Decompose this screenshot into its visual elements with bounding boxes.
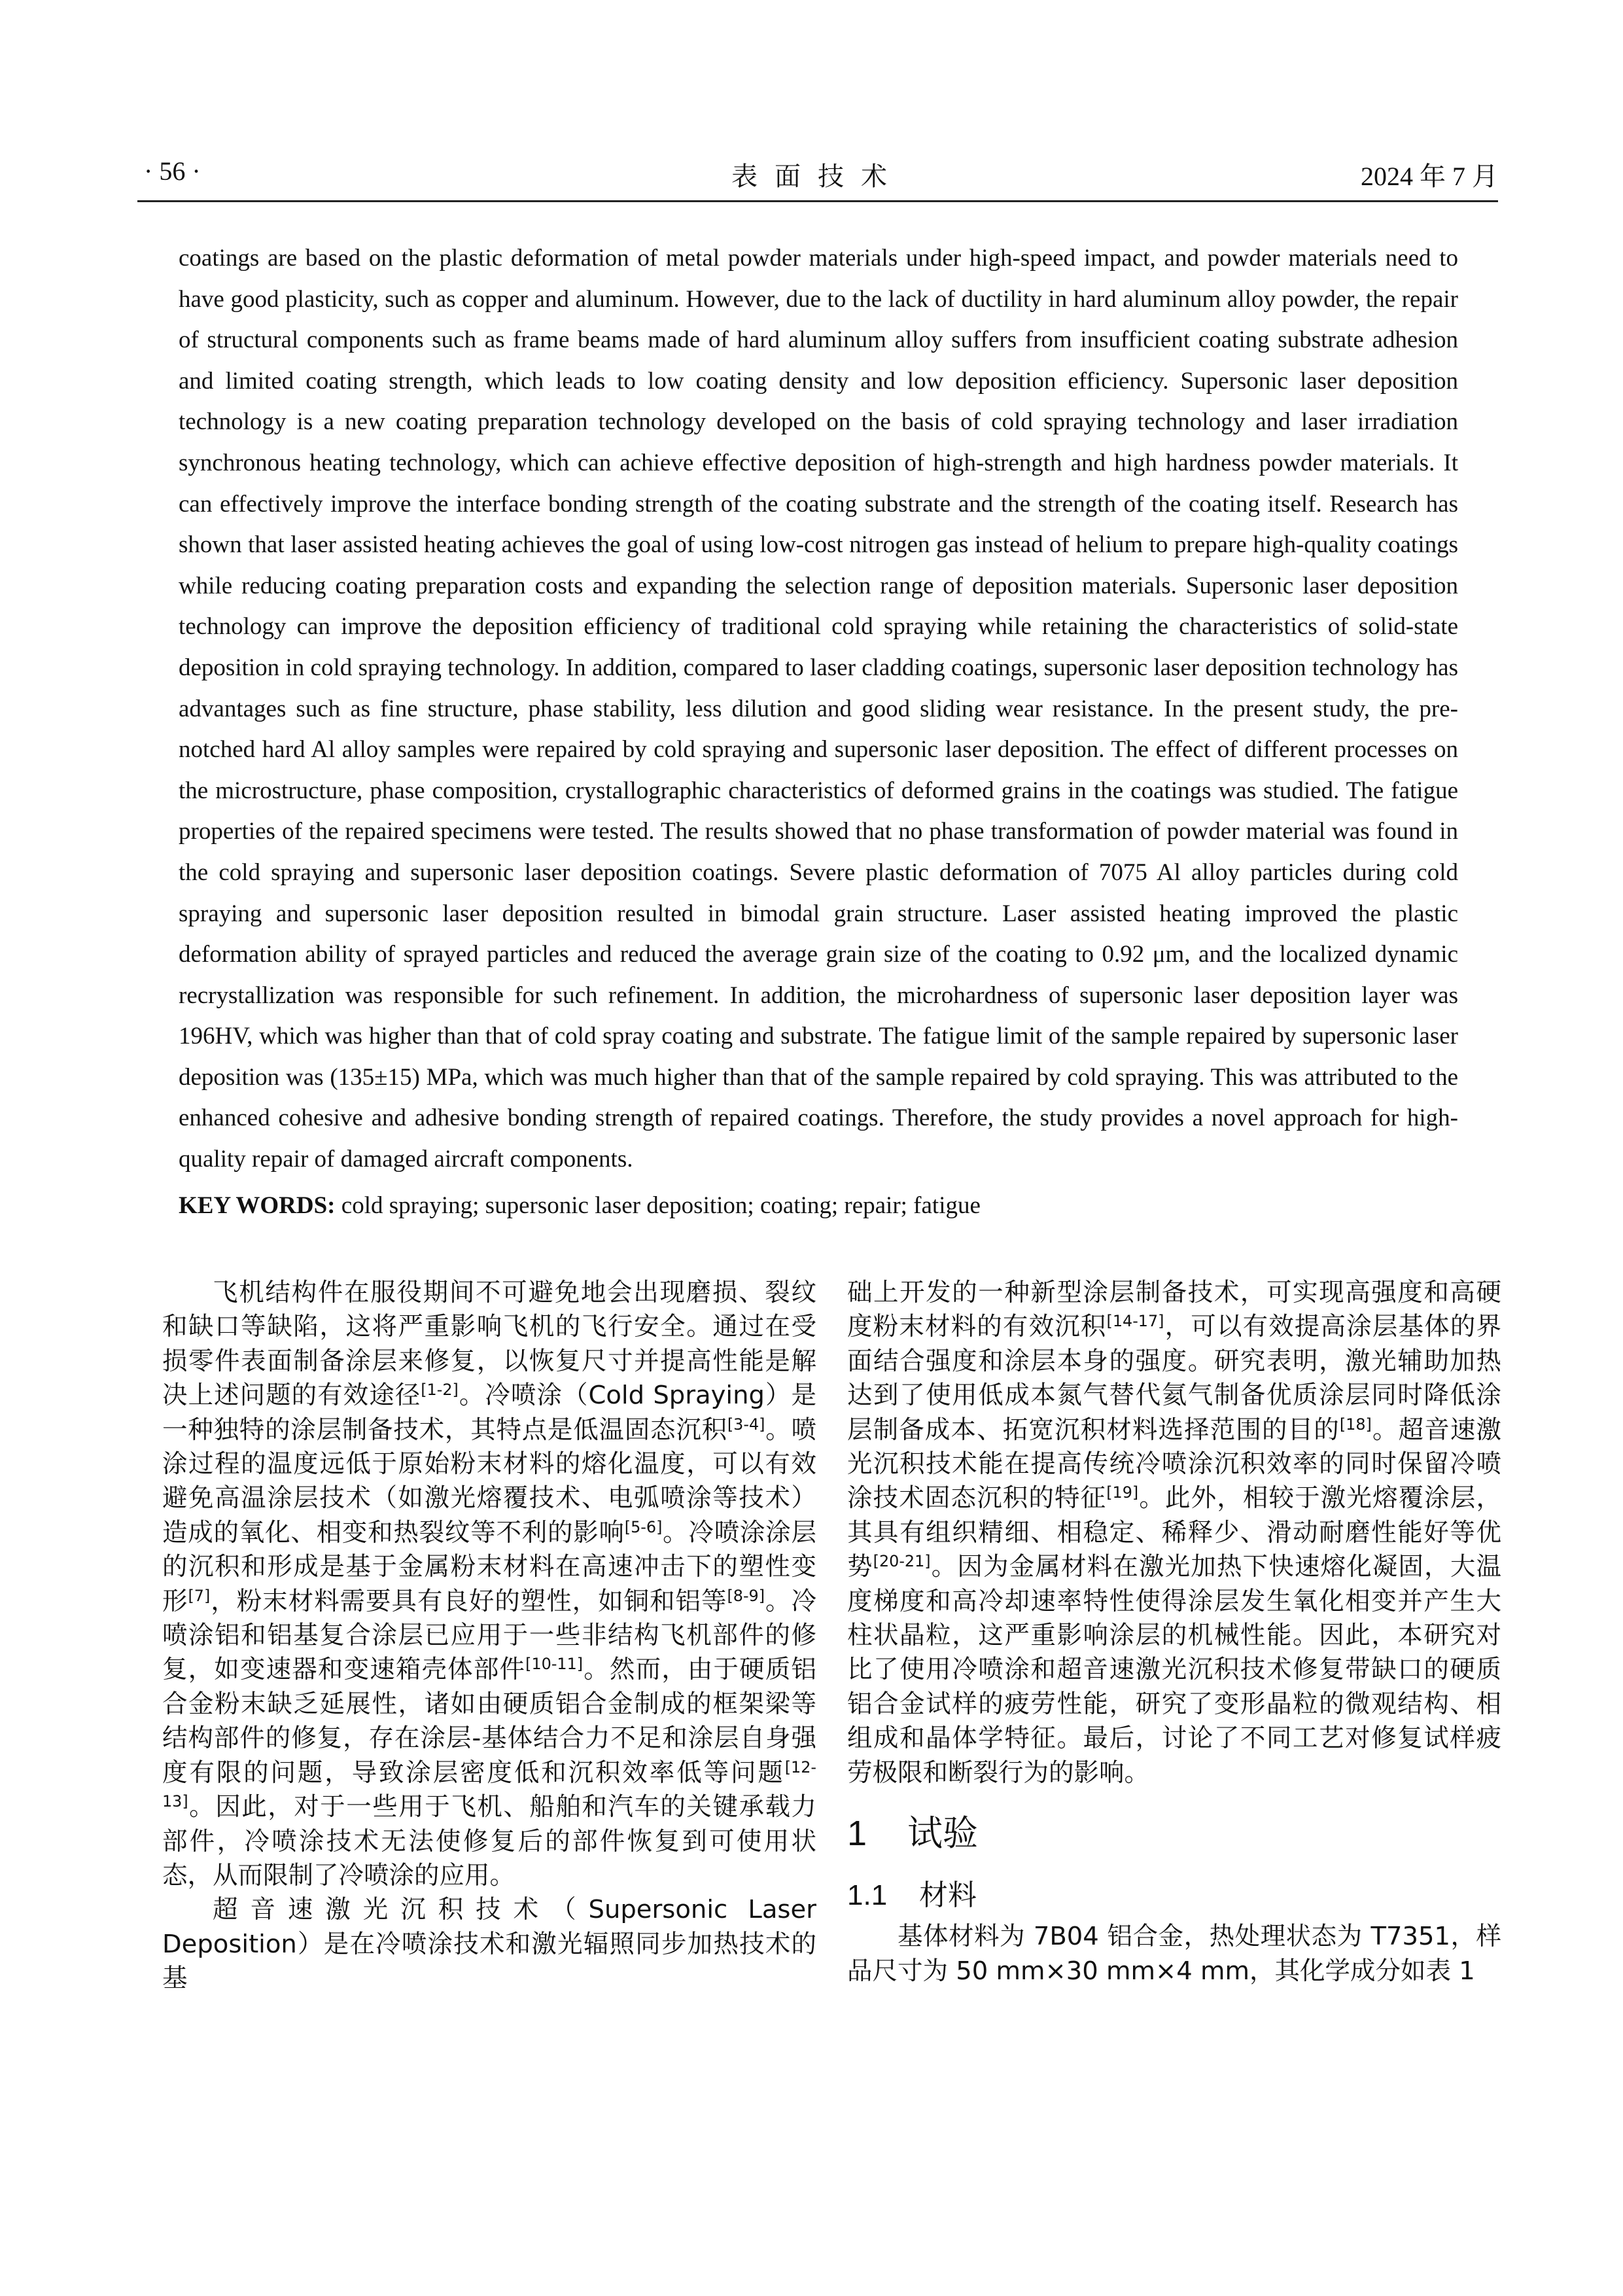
citation: [1-2]: [421, 1381, 459, 1400]
intro-paragraph-1: 飞机结构件在服役期间不可避免地会出现磨损、裂纹和缺口等缺陷，这将严重影响飞机的飞行安全。通过在受损零件表面制备涂层来修复，以恢复尺寸并提高性能是解决上述问题的有效途径[1-2]。冷喷涂（Cold Spraying）是一种独特的涂层制备技术，其特点是低温固态沉积[3-4]。喷涂过程的温度远低于原始粉末材料的熔化温度，可以有效避免高温涂层技术（如激光熔覆技术、电弧喷涂等技术）造成的氧化、相变和热裂纹等不利的影响[5-6]。冷喷涂涂层的沉积和形成是基于金属粉末材料在高速冲击下的塑性变形[7]，粉末材料需要具有良好的塑性，如铜和铝等[8-9]。冷喷涂铝和铝基复合涂层已应用于一些非结构飞机部件的修复，如变速器和变速箱壳体部件[10-11]。然而，由于硬质铝合金粉末缺乏延展性，诸如由硬质铝合金制成的框架梁等结构部件的修复，存在涂层-基体结合力不足和涂层自身强度有限的问题，导致涂层密度低和沉积效率低等问题[12-13]。因此，对于一些用于飞机、船舶和汽车的关键承载力部件，冷喷涂技术无法使修复后的部件恢复到可使用状态，从而限制了冷喷涂的应用。: [162, 1278, 816, 1890]
subsection-number: 1.1: [847, 1879, 888, 1912]
english-abstract: [179, 238, 1458, 1180]
journal-name: 表面技术: [731, 162, 904, 191]
citation: [5-6]: [624, 1517, 663, 1536]
citation: [14-17]: [1106, 1312, 1164, 1331]
citation: [19]: [1106, 1483, 1139, 1502]
keywords: [179, 1186, 1458, 1226]
citation: [7]: [188, 1586, 211, 1605]
citation: [3-4]: [727, 1415, 765, 1434]
subsection-title: 材料: [919, 1879, 977, 1912]
running-header: [137, 156, 1498, 202]
page-number: · 56 ·: [144, 156, 201, 186]
section-heading: [847, 1799, 1501, 1867]
citation: [12-13]: [162, 1757, 816, 1810]
citation: [8-9]: [727, 1586, 765, 1605]
subsection-heading: [847, 1871, 1501, 1920]
section-number: 1: [847, 1814, 867, 1854]
keywords-label: KEY WORDS:: [179, 1192, 336, 1219]
issue-date: 2024 年 7 月: [1361, 162, 1498, 191]
materials-paragraph: 基体材料为 7B04 铝合金，热处理状态为 T7351，样品尺寸为 50 mm×30 mm×4 mm，其化学成分如表 1: [847, 1922, 1501, 1986]
header-rule: [137, 200, 1498, 202]
left-column: [162, 1276, 816, 1996]
citation: [20-21]: [873, 1552, 931, 1571]
abstract-text: coatings are based on the plastic deformation of metal powder materials under high-speed impact, and powder materials need to have good plasticity, such as copper and aluminum. However, due to the lack of ductility in hard aluminum alloy powder, the repair of structural components such as frame beams made of hard aluminum alloy suffers from insufficient coating substrate adhesion and limited coating strength, which leads to low coating density and low deposition efficiency. Supersonic laser deposition technology is a new coating preparation technology developed on the basis of cold spraying technology and laser irradiation synchronous heating technology, which can achieve effective deposition of high-strength and high hardness powder materials. It can effectively improve the interface bonding strength of the coating substrate and the strength of the coating itself. Research has shown that laser assisted heating achieves the goal of using low-cost nitrogen gas instead of helium to prepare high-quality coatings while reducing coating preparation costs and expanding the selection range of deposition materials. Supersonic laser deposition technology can improve the deposition efficiency of traditional cold spraying while retaining the characteristics of solid-state deposition in cold spraying technology. In addition, compared to laser cladding coatings, supersonic laser deposition technology has advantages such as fine structure, phase stability, less dilution and good sliding wear resistance. In the present study, the pre-notched hard Al alloy samples were repaired by cold spraying and supersonic laser deposition. The effect of different processes on the microstructure, phase composition, crystallographic characteristics of deformed grains in the coatings was studied. The fatigue properties of the repaired specimens were tested. The results showed that no phase transformation of powder material was found in the cold spraying and supersonic laser deposition coatings. Severe plastic deformation of 7075 Al alloy particles during cold spraying and supersonic laser deposition resulted in bimodal grain structure. Laser assisted heating improved the plastic deformation ability of sprayed particles and reduced the average grain size of the coating to 0.92 μm, and the localized dynamic recrystallization was responsible for such refinement. In addition, the microhardness of supersonic laser deposition layer was 196HV, which was higher than that of cold spray coating and substrate. The fatigue limit of the sample repaired by supersonic laser deposition was (135±15) MPa, which was much higher than that of the sample repaired by cold spraying. This was attributed to the enhanced cohesive and adhesive bonding strength of repaired coatings. Therefore, the study provides a novel approach for high-quality repair of damaged aircraft components.: [179, 245, 1458, 1173]
right-column: [847, 1276, 1501, 1988]
keywords-text: cold spraying; supersonic laser deposition; coating; repair; fatigue: [335, 1192, 981, 1219]
intro-paragraph-2-continued: 础上开发的一种新型涂层制备技术，可实现高强度和高硬度粉末材料的有效沉积[14-17]，可以有效提高涂层基体的界面结合强度和涂层本身的强度。研究表明，激光辅助加热达到了使用低成本氮气替代氦气制备优质涂层同时降低涂层制备成本、拓宽沉积材料选择范围的目的[18]。超音速激光沉积技术能在提高传统冷喷涂沉积效率的同时保留冷喷涂技术固态沉积的特征[19]。此外，相较于激光熔覆涂层，其具有组织精细、相稳定、稀释少、滑动耐磨性能好等优势[20-21]。因为金属材料在激光加热下快速熔化凝固，大温度梯度和高冷却速率特性使得涂层发生氧化相变并产生大柱状晶粒，这严重影响涂层的机械性能。因此，本研究对比了使用冷喷涂和超音速激光沉积技术修复带缺口的硬质铝合金试样的疲劳性能，研究了变形晶粒的微观结构、相组成和晶体学特征。最后，讨论了不同工艺对修复试样疲劳极限和断裂行为的影响。: [847, 1278, 1501, 1788]
citation: [10-11]: [525, 1655, 584, 1674]
citation: [18]: [1339, 1415, 1372, 1434]
section-title: 试验: [907, 1814, 978, 1854]
intro-paragraph-2: 超音速激光沉积技术（Supersonic Laser Deposition）是在冷喷涂技术和激光辐照同步加热技术的基: [162, 1895, 816, 1994]
